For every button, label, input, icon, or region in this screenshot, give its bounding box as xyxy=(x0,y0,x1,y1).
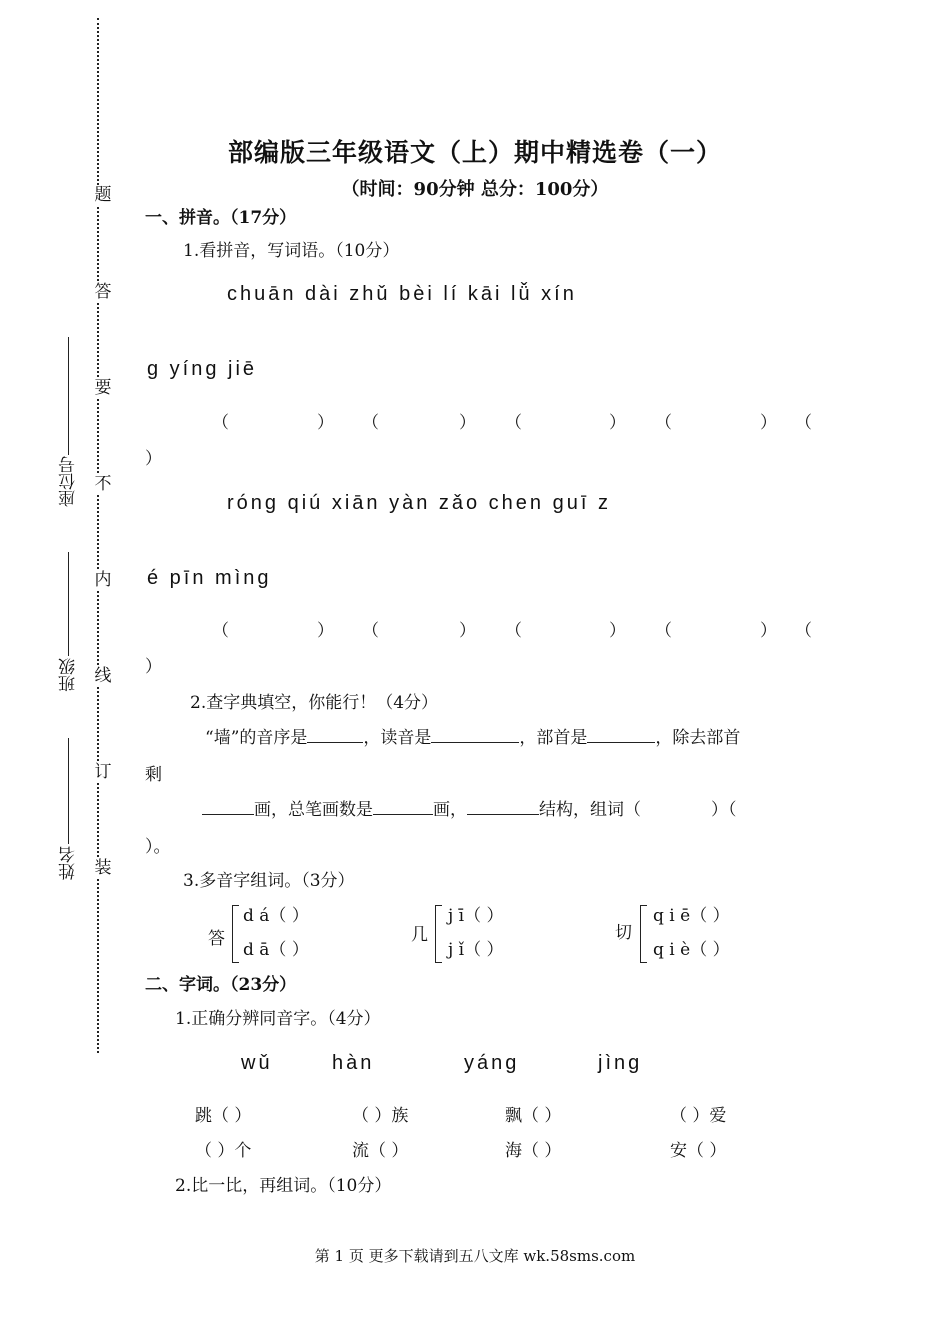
answer-paren: ） xyxy=(459,621,476,641)
fill-blank[interactable] xyxy=(587,724,655,743)
brace-icon xyxy=(640,905,647,963)
seat-underline xyxy=(68,337,69,455)
q2-line1: “墙”的音序是 ，读音是 ，部首是 ，除去部首 xyxy=(205,723,740,748)
homophone-cell: （ ）个 xyxy=(195,1141,252,1161)
binding-char: 订 xyxy=(94,762,112,782)
homophone-cell: 飘（ ） xyxy=(505,1106,562,1126)
answer-paren: ） xyxy=(145,657,162,677)
polyphone-reading: d ā（ ） xyxy=(243,940,309,960)
answer-paren: ） xyxy=(459,413,476,433)
section1-heading: 一、拼音。（17分） xyxy=(145,208,297,228)
polyphone-char: 切 xyxy=(615,923,632,943)
homophone-cell: 海（ ） xyxy=(505,1141,562,1161)
homophone-pinyin: jìng xyxy=(598,1052,643,1074)
polyphone-reading: j ǐ（ ） xyxy=(448,940,504,960)
binding-char: 线 xyxy=(94,666,112,686)
homophone-pinyin: hàn xyxy=(332,1052,375,1074)
answer-paren: （ xyxy=(655,621,672,641)
fill-blank[interactable] xyxy=(373,796,433,815)
polyphone-reading: d á（ ） xyxy=(243,906,309,926)
pinyin-row1a: chuān dài zhǔ bèi lí kāi lǚ xín xyxy=(227,283,577,305)
answer-paren: （ xyxy=(505,621,522,641)
polyphone-reading: q i è（ ） xyxy=(653,940,730,960)
homophone-cell: 跳（ ） xyxy=(195,1106,252,1126)
section2-heading: 二、字词。（23分） xyxy=(145,975,297,995)
homophone-cell: 流（ ） xyxy=(352,1141,409,1161)
q3-label: 3.多音字组词。（3分） xyxy=(183,871,355,891)
answer-paren: ） xyxy=(317,621,334,641)
pinyin-row2a: róng qiú xiān yàn zǎo chen guī z xyxy=(227,492,611,514)
q1-label: 1.看拼音，写词语。（10分） xyxy=(183,241,400,261)
q2-line1-wrap: 剩 xyxy=(145,765,162,785)
fill-blank[interactable] xyxy=(202,796,254,815)
answer-paren: ） xyxy=(317,413,334,433)
fill-blank[interactable] xyxy=(431,724,519,743)
brace-icon xyxy=(232,905,239,963)
answer-paren: （ xyxy=(362,413,379,433)
answer-paren: （ xyxy=(505,413,522,433)
binding-char: 题 xyxy=(94,185,112,205)
q2-label: 2.查字典填空，你能行！（4分） xyxy=(190,693,439,713)
answer-paren: （ xyxy=(795,413,812,433)
binding-char: 装 xyxy=(94,858,112,878)
page-footer: 第 1 页 更多下载请到五八文库 wk.58sms.com xyxy=(314,1247,636,1265)
q2-line2: 画，总笔画数是 画， 结构，组词（ ）（ xyxy=(202,795,737,820)
answer-paren: ） xyxy=(760,621,777,641)
answer-paren: （ xyxy=(362,621,379,641)
pinyin-row1b: g yíng jiē xyxy=(147,358,258,380)
binding-char: 内 xyxy=(94,570,112,590)
seat-label: 座位号 xyxy=(59,456,79,507)
answer-paren: ） xyxy=(609,621,626,641)
fill-blank[interactable] xyxy=(467,796,539,815)
binding-char: 答 xyxy=(94,282,112,302)
binding-dotted-line xyxy=(97,18,99,1053)
homophone-cell: （ ）族 xyxy=(352,1106,409,1126)
polyphone-char: 几 xyxy=(411,925,428,945)
brace-icon xyxy=(435,905,442,963)
polyphone-reading: q i ē（ ） xyxy=(653,906,730,926)
homophone-cell: （ ）爱 xyxy=(670,1106,727,1126)
answer-paren: （ xyxy=(212,413,229,433)
class-label: 班级 xyxy=(59,658,79,692)
polyphone-char: 答 xyxy=(208,929,225,949)
homophone-pinyin: yáng xyxy=(464,1052,520,1074)
class-underline xyxy=(68,552,69,656)
s2-q2-label: 2.比一比，再组词。（10分） xyxy=(175,1176,392,1196)
homophone-cell: 安（ ） xyxy=(670,1141,727,1161)
name-label: 姓名 xyxy=(59,846,79,880)
fill-blank[interactable] xyxy=(307,724,363,743)
answer-paren: （ xyxy=(655,413,672,433)
answer-paren: ） xyxy=(609,413,626,433)
name-underline xyxy=(68,738,69,844)
binding-char: 不 xyxy=(94,474,112,494)
polyphone-reading: j ī（ ） xyxy=(448,906,504,926)
page-title: 部编版三年级语文（上）期中精选卷（一） xyxy=(227,138,722,167)
answer-paren: ） xyxy=(145,449,162,469)
s2-q1-label: 1.正确分辨同音字。（4分） xyxy=(175,1009,381,1029)
answer-paren: （ xyxy=(212,621,229,641)
pinyin-row2b: é pīn mìng xyxy=(147,567,272,589)
page-subtitle: （时间：90分钟 总分：100分） xyxy=(341,179,609,200)
q2-line3: ）。 xyxy=(145,837,171,857)
binding-char: 要 xyxy=(94,378,112,398)
homophone-pinyin: wǔ xyxy=(241,1052,273,1074)
answer-paren: （ xyxy=(795,621,812,641)
answer-paren: ） xyxy=(760,413,777,433)
